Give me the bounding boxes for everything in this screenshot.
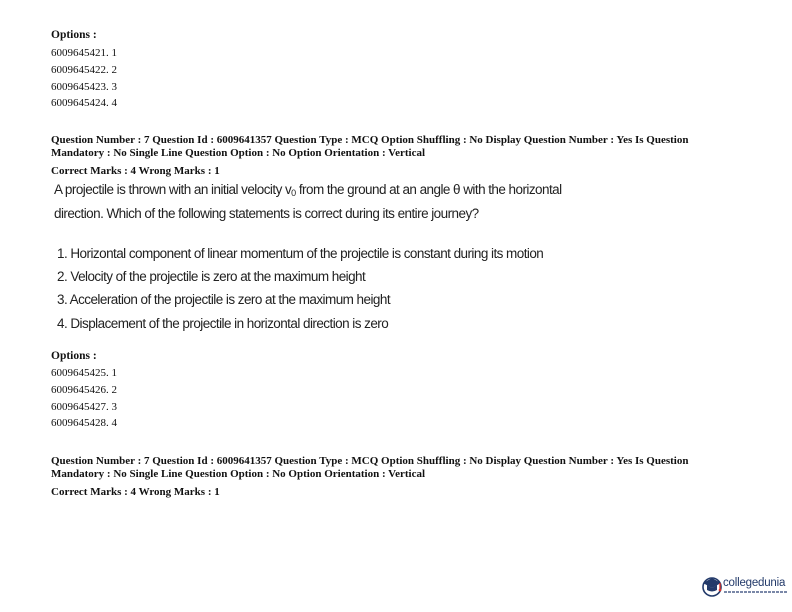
- question-meta-line: Question Number : 7 Question Id : 6009641357 Question Type : MCQ Option Shuffling : No Display Question Number : Yes Is Question: [51, 455, 689, 467]
- option-item: 6009645425. 1: [51, 367, 117, 379]
- answer-choice: 1. Horizontal component of linear momentum of the projectile is constant during its motion: [57, 246, 544, 261]
- question-meta: [51, 134, 688, 160]
- collegedunia-logo: [701, 573, 791, 601]
- logo-brand-text: collegedunia: [723, 577, 786, 589]
- options-heading: Options :: [51, 350, 97, 362]
- answer-choice: 4. Displacement of the projectile in horizontal direction is zero: [57, 316, 389, 331]
- answer-choice: 2. Velocity of the projectile is zero at the maximum height: [57, 269, 366, 284]
- graduation-cap-icon: [701, 575, 723, 597]
- option-item: 6009645424. 4: [51, 97, 117, 109]
- question-text-part: from the ground at an angle θ with the horizontal: [295, 182, 562, 197]
- options-heading: Options :: [51, 29, 97, 41]
- question-text-part: A projectile is thrown with an initial velocity v: [54, 182, 292, 197]
- logo-tagline: [724, 591, 788, 593]
- option-item: 6009645428. 4: [51, 417, 117, 429]
- option-item: 6009645423. 3: [51, 81, 117, 93]
- velocity-subscript: 0: [291, 188, 296, 198]
- question-meta-line: Mandatory : No Single Line Question Option : No Option Orientation : Vertical: [51, 468, 426, 480]
- question-text-line: [54, 182, 562, 198]
- question-meta-line: Question Number : 7 Question Id : 6009641357 Question Type : MCQ Option Shuffling : No Display Question Number : Yes Is Question: [51, 134, 689, 146]
- option-item: 6009645427. 3: [51, 401, 117, 413]
- question-meta: [51, 455, 688, 481]
- question-marks: Correct Marks : 4 Wrong Marks : 1: [51, 486, 220, 498]
- option-item: 6009645422. 2: [51, 64, 117, 76]
- question-meta-line: Mandatory : No Single Line Question Option : No Option Orientation : Vertical: [51, 147, 426, 159]
- option-item: 6009645421. 1: [51, 47, 117, 59]
- option-item: 6009645426. 2: [51, 384, 117, 396]
- question-marks: Correct Marks : 4 Wrong Marks : 1: [51, 165, 220, 177]
- question-text-line: direction. Which of the following statements is correct during its entire journey?: [54, 206, 479, 221]
- answer-choice: 3. Acceleration of the projectile is zero at the maximum height: [57, 292, 391, 307]
